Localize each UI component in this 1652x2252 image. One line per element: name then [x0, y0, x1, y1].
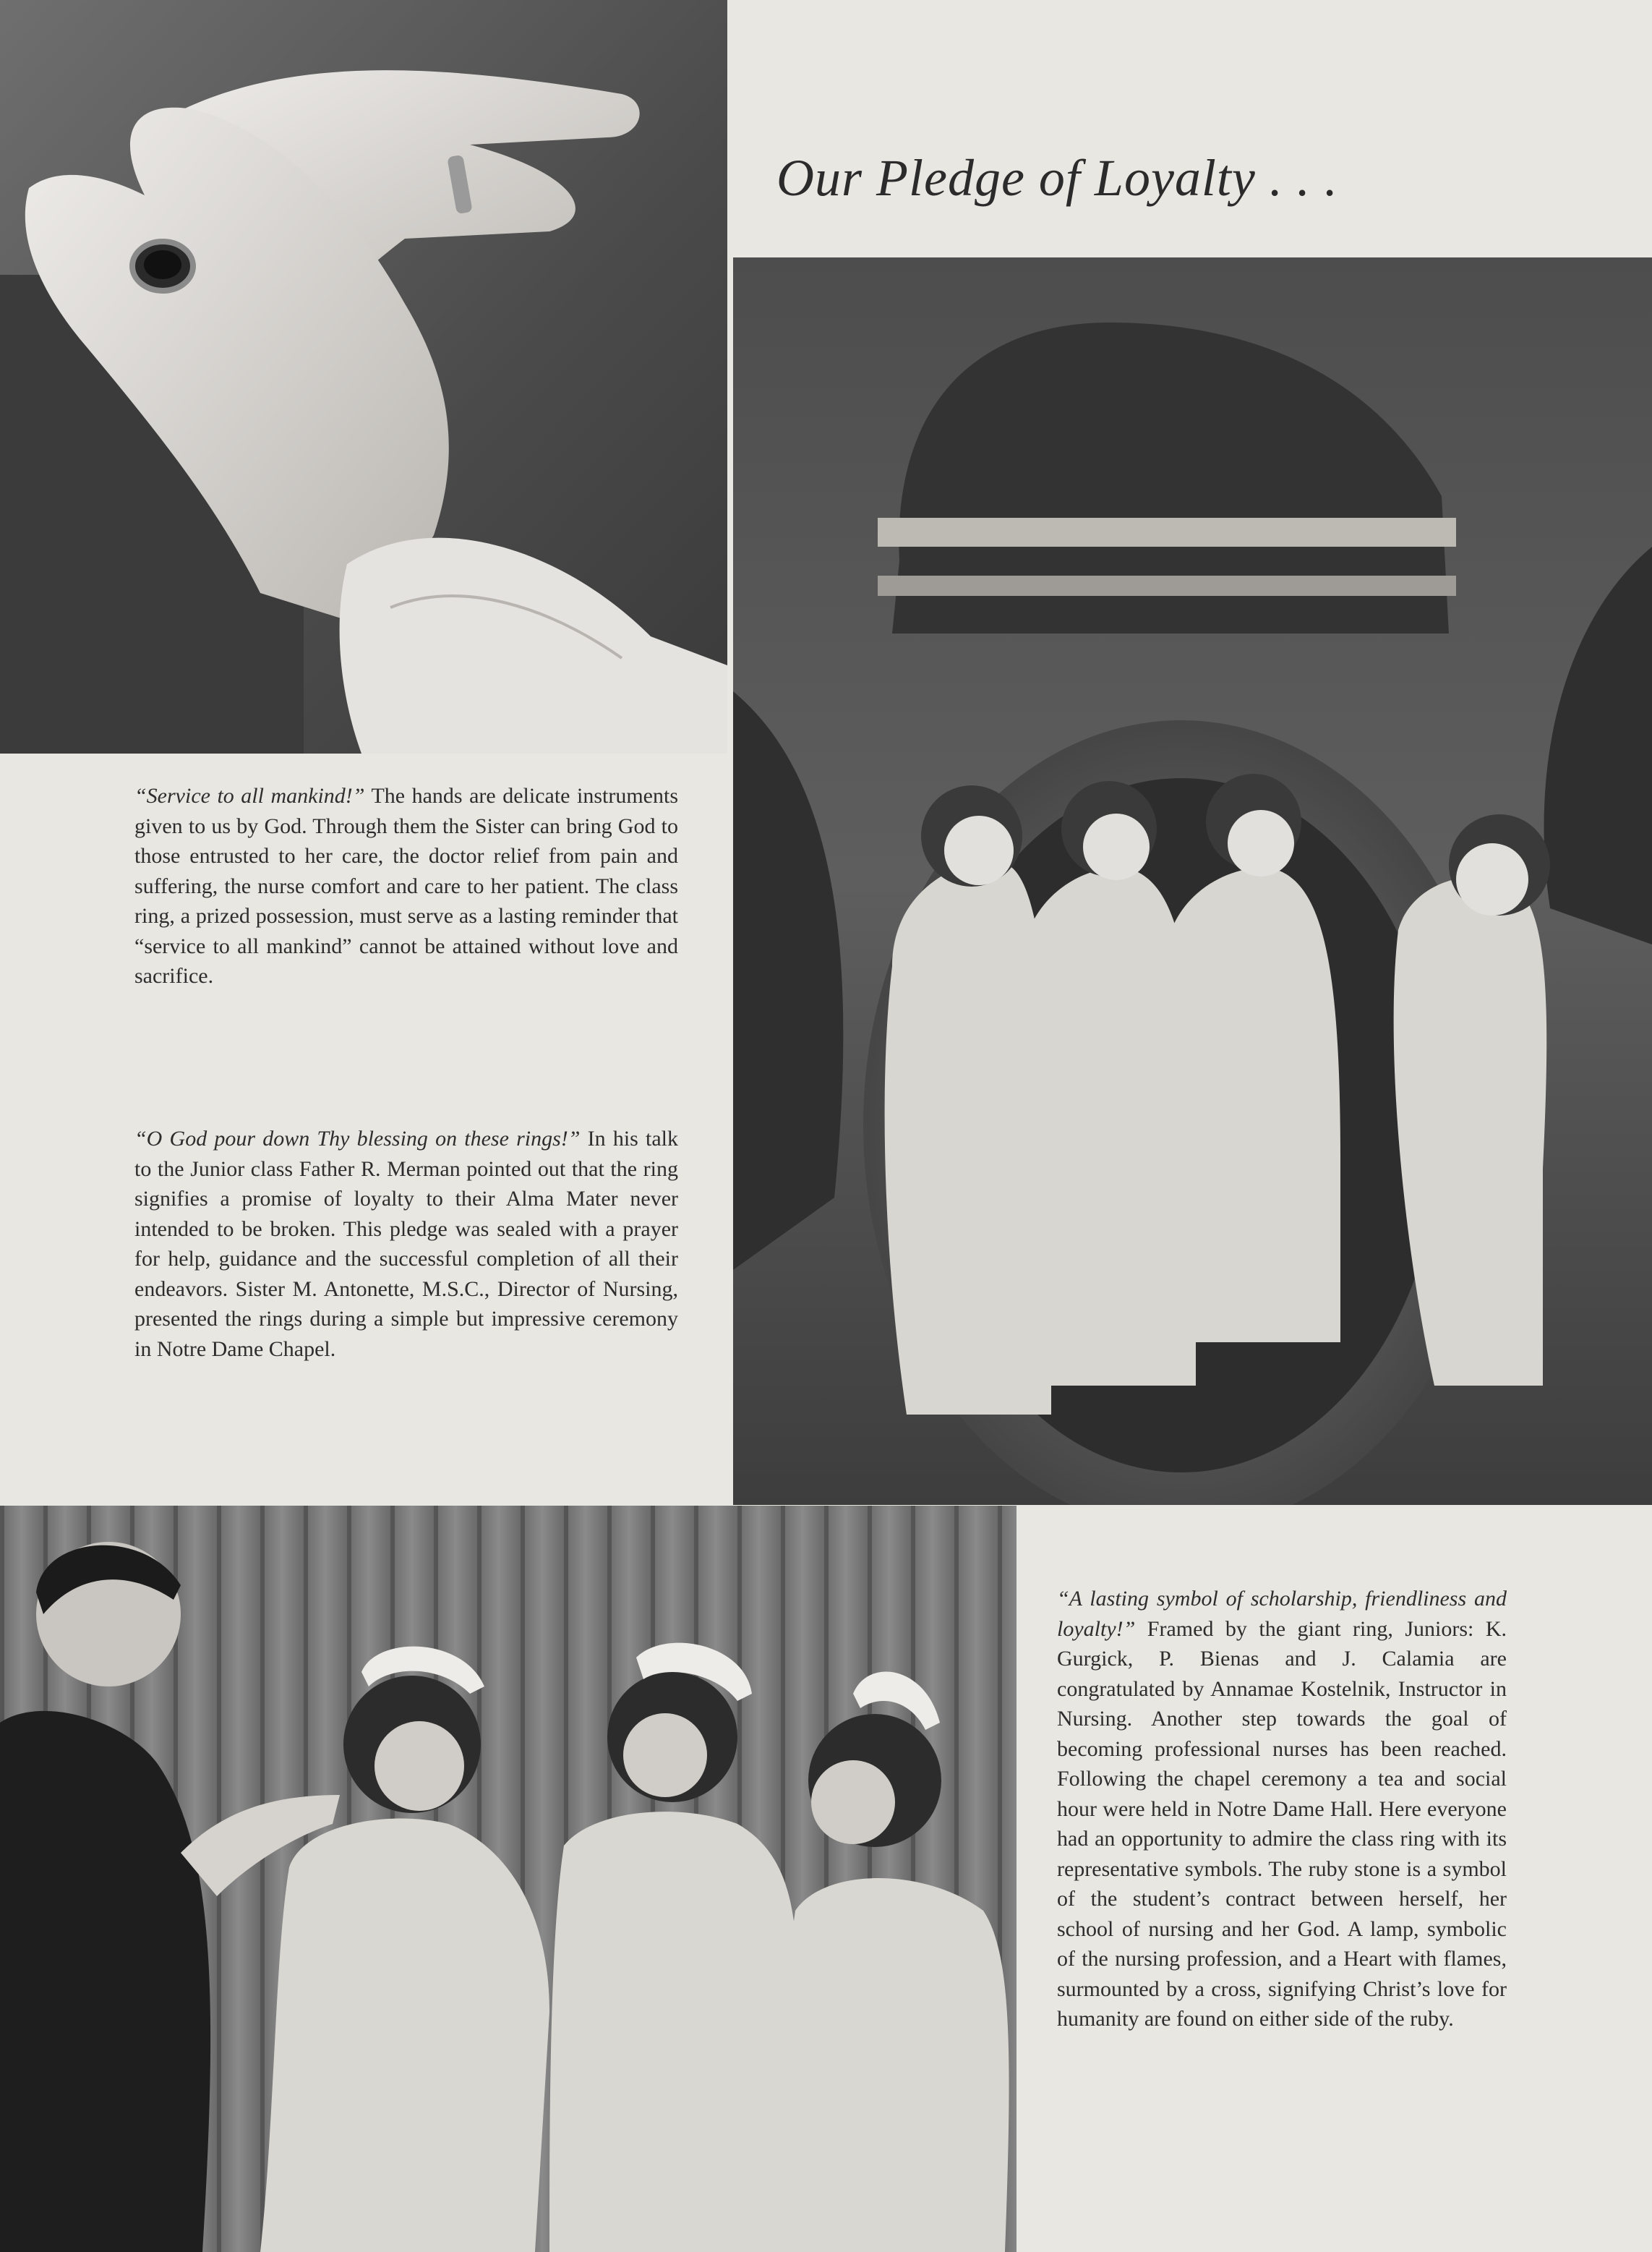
ring-blessing-photo: [0, 1506, 1017, 2252]
caption-blessing-lead: “O God pour down Thy blessing on these rings!”: [134, 1127, 581, 1151]
page-title: Our Pledge of Loyalty . . .: [776, 149, 1338, 207]
caption-symbol-lead: “A lasting symbol of scholarship, friendliness and loyalty!”: [1057, 1587, 1507, 1641]
caption-service-lead: “Service to all mankind!”: [134, 784, 365, 808]
hands-ring-photo: [0, 0, 727, 754]
caption-service: [134, 781, 678, 991]
caption-symbol: [1057, 1584, 1507, 2034]
giant-ring-photo: [733, 257, 1652, 1505]
caption-service-body: The hands are delicate instruments given to us by God. Through them the Sister can bring God to those entrusted to her care, the doctor relief from pain and suffering, the nurse comfort and care to her patient. The class ring, a prized possession, must serve as a lasting reminder that “service to all mankind” cannot be attained without love and sacrifice.: [134, 784, 678, 988]
caption-blessing-body: In his talk to the Junior class Father R. Merman pointed out that the ring signifies a promise of loyalty to their Alma Mater never intended to be broken. This pledge was sealed with a prayer for help, guidance and the successful completion of all their endeavors. Sister M. Antonette, M.S.C., Director of Nursing, presented the rings during a simple but impressive ceremony in Notre Dame Chapel.: [134, 1127, 678, 1361]
caption-symbol-body: Framed by the giant ring, Juniors: K. Gurgick, P. Bienas and J. Calamia are congratulated by Annamae Kostelnik, Instructor in Nursing. Another step towards the goal of becoming professional nurses has been reached. Following the chapel ceremony a tea and social hour were held in Notre Dame Hall. Here everyone had an opportunity to admire the class ring with its representative symbols. The ruby stone is a symbol of the student’s contract between herself, her school of nursing and her God. A lamp, symbolic of the nursing profession, and a Heart with flames, surmounted by a cross, signifying Christ’s love for humanity are found on either side of the ruby.: [1057, 1616, 1507, 2031]
caption-blessing: [134, 1124, 678, 1364]
